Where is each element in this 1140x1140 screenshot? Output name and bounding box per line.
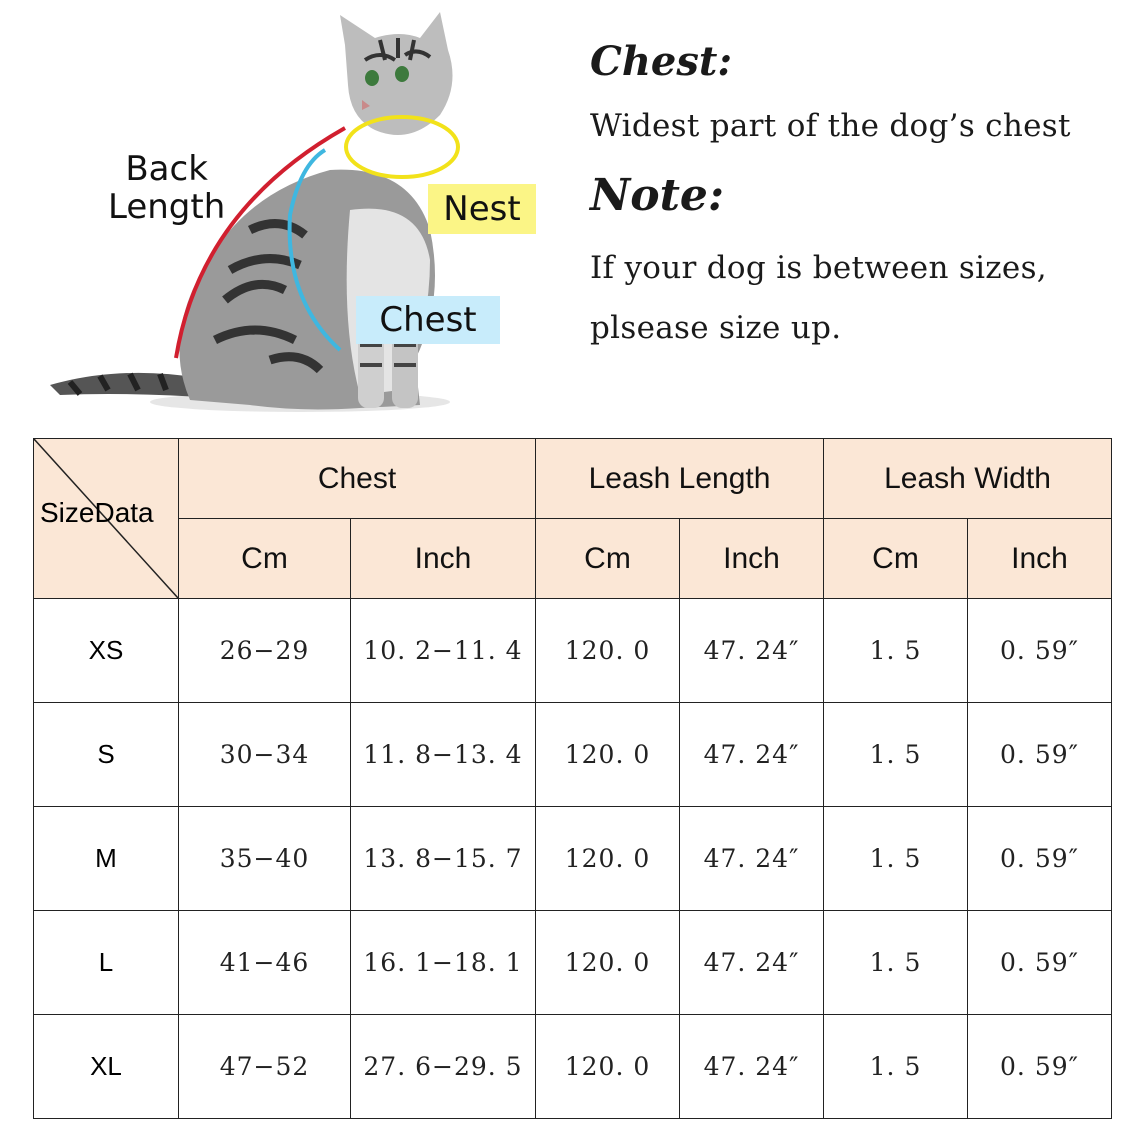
note-line-1: If your dog is between sizes, [590,250,1047,286]
chest-label: Chest [356,296,500,344]
table-cell: 47. 24″ [680,703,824,807]
size-cell: S [34,703,179,807]
size-data-label: SizeData [40,497,154,528]
table-cell: 1. 5 [824,703,968,807]
table-cell: 26−29 [179,599,351,703]
table-cell: 47−52 [179,1015,351,1119]
table-row [34,703,1112,807]
cat-measurement-illustration [0,0,580,430]
table-cell: 1. 5 [824,911,968,1015]
unit-header-length-cm: Cm [536,519,680,599]
table-cell: 120. 0 [536,911,680,1015]
table-cell: 41−46 [179,911,351,1015]
group-header-leash-length: Leash Length [536,439,824,519]
table-cell: 35−40 [179,807,351,911]
table-cell: 27. 6−29. 5 [351,1015,536,1119]
size-cell: M [34,807,179,911]
table-cell: 120. 0 [536,807,680,911]
table-cell: 1. 5 [824,599,968,703]
note-line-2: plsease size up. [590,310,842,346]
size-cell: XS [34,599,179,703]
group-header-leash-width: Leash Width [824,439,1112,519]
table-row [34,1015,1112,1119]
table-cell: 16. 1−18. 1 [351,911,536,1015]
back-length-line1: Back [125,149,208,189]
unit-header-chest-cm: Cm [179,519,351,599]
size-chart-table [33,438,1112,1119]
unit-header-width-cm: Cm [824,519,968,599]
back-length-label [108,150,225,226]
table-cell: 11. 8−13. 4 [351,703,536,807]
table-cell: 10. 2−11. 4 [351,599,536,703]
table-cell: 47. 24″ [680,599,824,703]
table-row [34,599,1112,703]
chest-description: Widest part of the dog’s chest [590,108,1071,144]
table-cell: 47. 24″ [680,1015,824,1119]
table-cell: 30−34 [179,703,351,807]
size-data-corner-cell [34,439,179,599]
table-row [34,807,1112,911]
table-cell: 120. 0 [536,703,680,807]
nest-label: Nest [428,184,536,234]
table-cell: 0. 59″ [968,599,1112,703]
table-row [34,911,1112,1015]
size-cell: L [34,911,179,1015]
table-cell: 0. 59″ [968,703,1112,807]
chest-heading: Chest: [590,38,733,85]
size-cell: XL [34,1015,179,1119]
table-cell: 120. 0 [536,1015,680,1119]
unit-header-width-inch: Inch [968,519,1112,599]
header-row-groups [34,439,1112,519]
group-header-chest: Chest [179,439,536,519]
note-heading: Note: [590,170,725,221]
table-cell: 1. 5 [824,1015,968,1119]
unit-header-chest-inch: Inch [351,519,536,599]
table-cell: 13. 8−15. 7 [351,807,536,911]
table-cell: 0. 59″ [968,1015,1112,1119]
header-row-units [34,519,1112,599]
table-cell: 0. 59″ [968,807,1112,911]
table-cell: 47. 24″ [680,911,824,1015]
table-cell: 47. 24″ [680,807,824,911]
table-cell: 0. 59″ [968,911,1112,1015]
table-cell: 1. 5 [824,807,968,911]
measurement-notes [590,36,1130,358]
back-length-line2: Length [108,187,226,227]
table-cell: 120. 0 [536,599,680,703]
unit-header-length-inch: Inch [680,519,824,599]
